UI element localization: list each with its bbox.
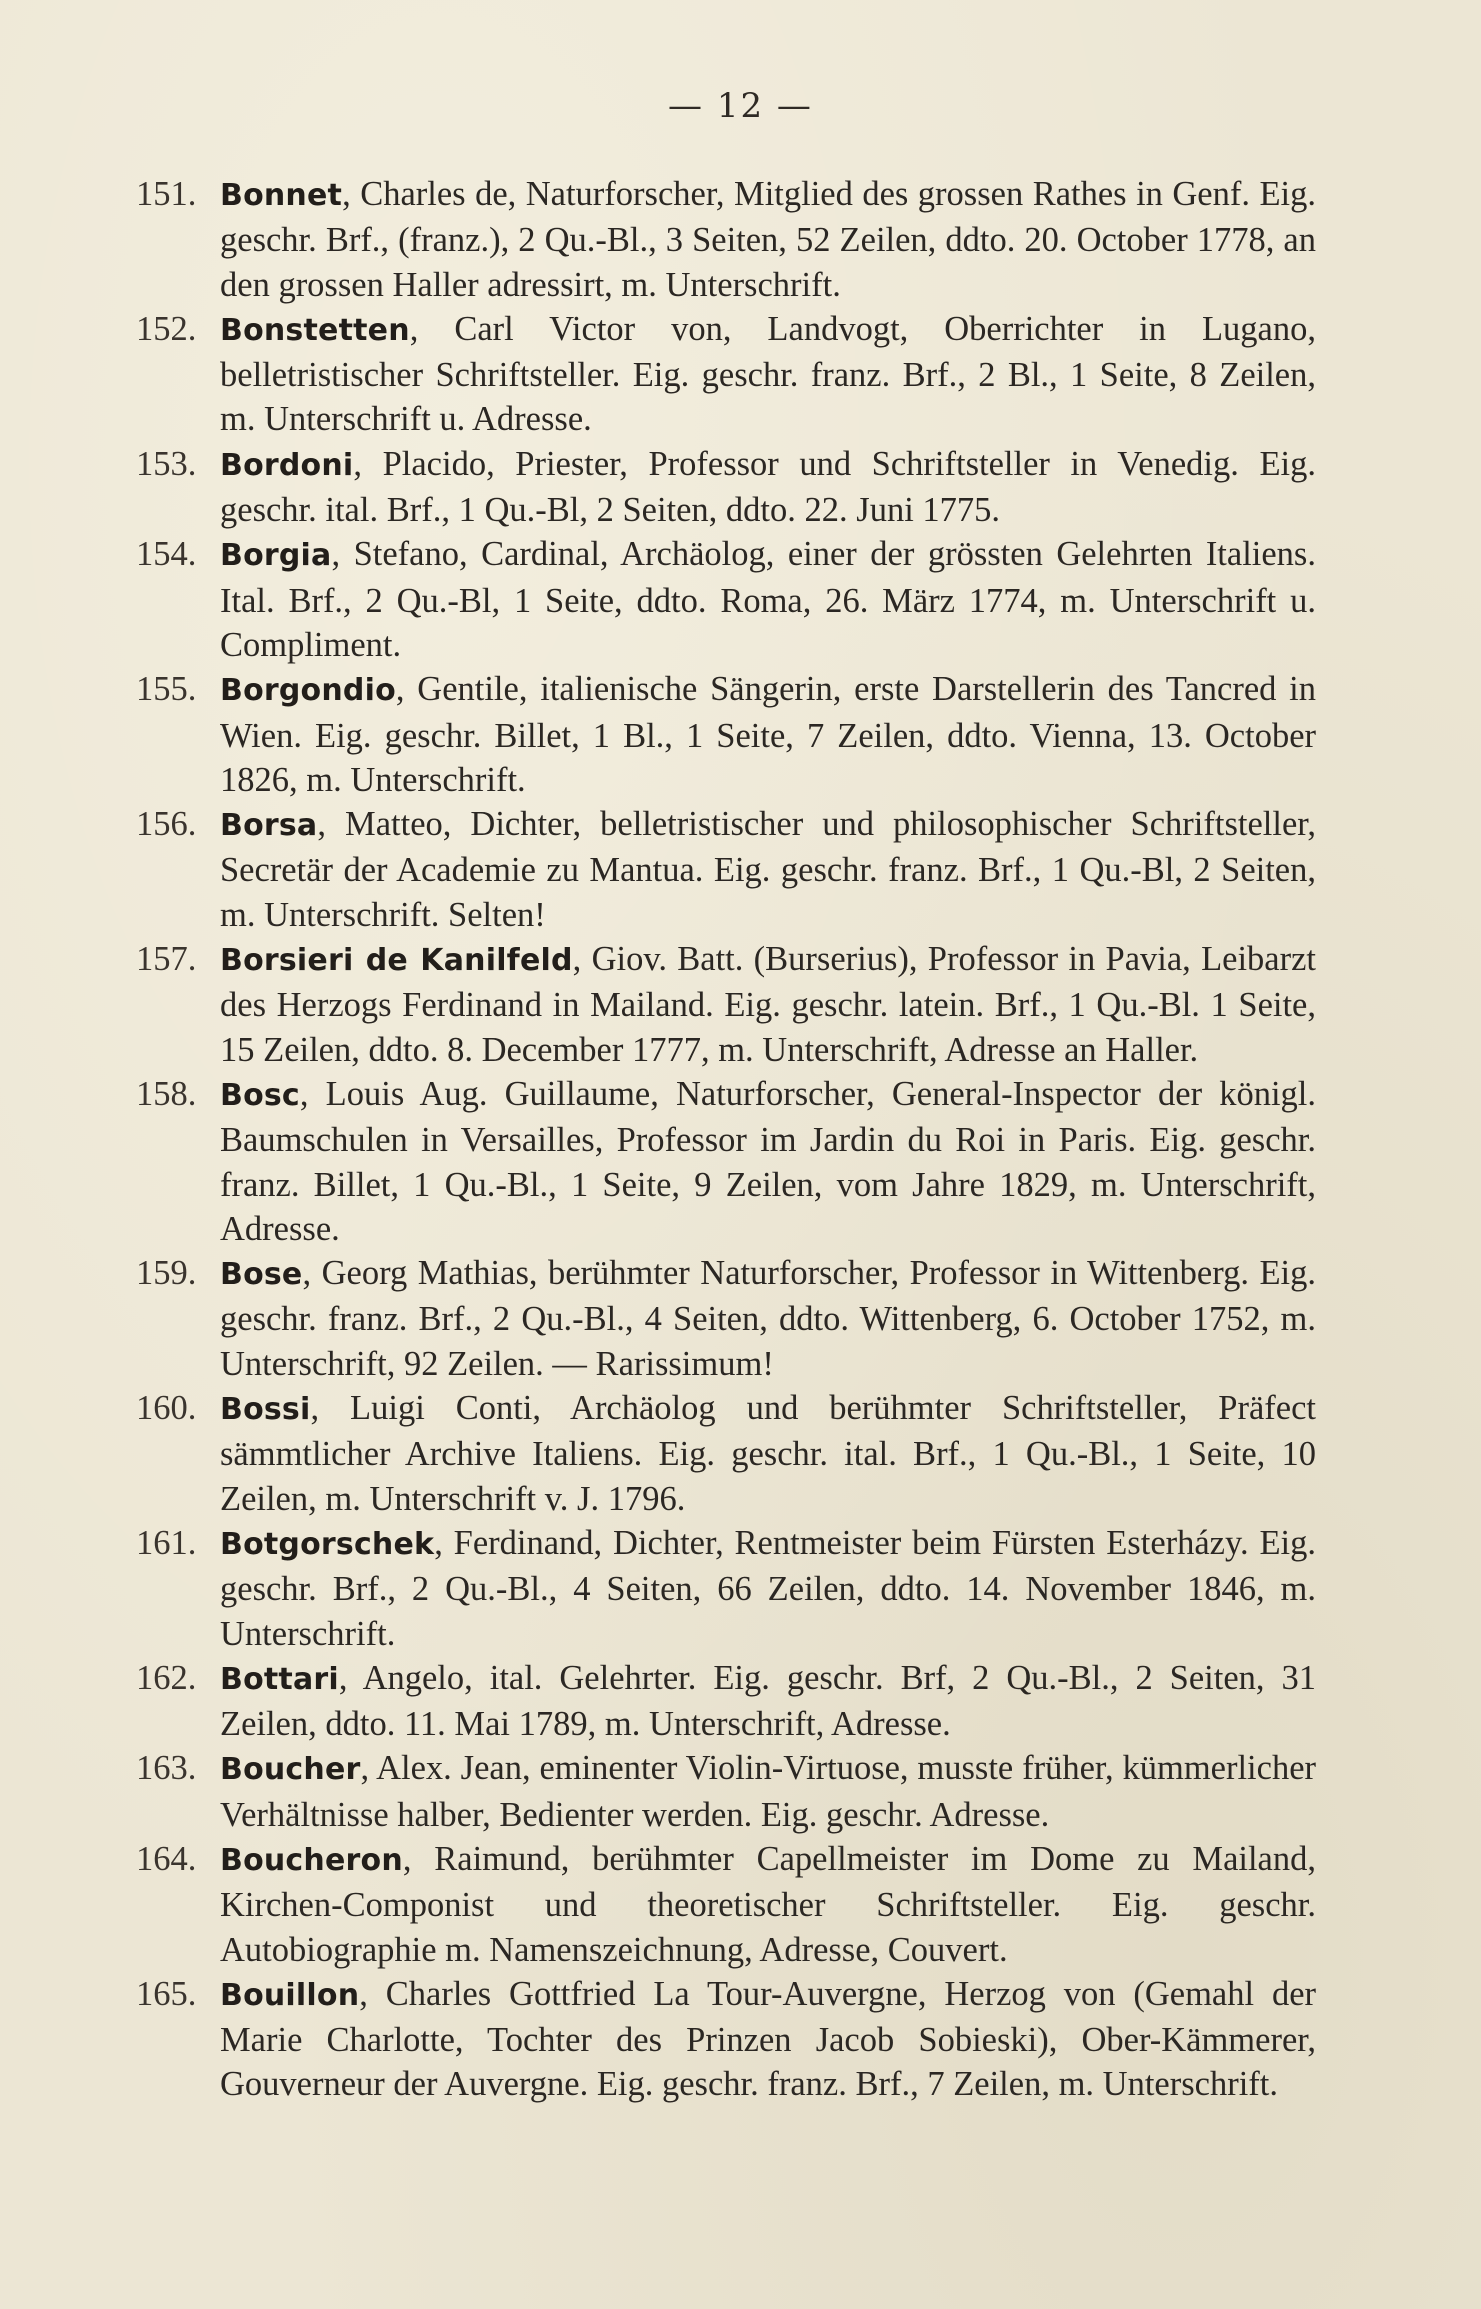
entry-name: Botgorschek bbox=[220, 1526, 435, 1562]
catalog-entry-164 bbox=[136, 1837, 1316, 1972]
entry-name: Bossi bbox=[220, 1392, 311, 1428]
catalog-entry-151 bbox=[136, 172, 1316, 307]
entry-name: Bosc bbox=[220, 1077, 300, 1113]
entry-number: 158. bbox=[136, 1074, 197, 1113]
catalog-entry-156 bbox=[136, 802, 1316, 937]
entry-number: 155. bbox=[136, 670, 197, 709]
entry-number: 163. bbox=[136, 1749, 197, 1788]
entry-text: , Charles de, Naturforscher, Mitglied des grossen Rathes in Genf. Eig. geschr. Brf., (franz.), 2 Qu.-Bl., 3 Seiten, 52 Zeilen, ddto. 20. October 1778, an den grossen Haller adressirt, m. Unterschrift. bbox=[220, 175, 1316, 304]
catalog-entry-153 bbox=[136, 442, 1316, 533]
catalog-entry-162 bbox=[136, 1656, 1316, 1747]
catalog-entry-161 bbox=[136, 1521, 1316, 1656]
entry-name: Borgia bbox=[220, 538, 332, 574]
catalog-entry-159 bbox=[136, 1251, 1316, 1386]
entry-number: 157. bbox=[136, 940, 197, 979]
entry-number: 159. bbox=[136, 1254, 197, 1293]
entry-number: 152. bbox=[136, 309, 197, 348]
entry-number: 161. bbox=[136, 1523, 197, 1562]
entry-name: Borsieri de Kanilfeld bbox=[220, 943, 573, 979]
entry-name: Borgondio bbox=[220, 673, 396, 709]
entry-name: Bouillon bbox=[220, 1977, 360, 2013]
entry-name: Bonstetten bbox=[220, 312, 410, 348]
catalog-entry-154 bbox=[136, 532, 1316, 667]
catalog-entry-157 bbox=[136, 937, 1316, 1072]
entry-number: 165. bbox=[136, 1974, 197, 2013]
entry-name: Boucher bbox=[220, 1752, 361, 1788]
catalog-entry-163 bbox=[136, 1746, 1316, 1837]
catalog-entry-158 bbox=[136, 1072, 1316, 1251]
entry-name: Bose bbox=[220, 1257, 303, 1293]
catalog-entry-155 bbox=[136, 667, 1316, 802]
entry-text: , Ferdinand, Dichter, Rentmeister beim Fürsten Esterházy. Eig. geschr. Brf., 2 Qu.-Bl., 4 Seiten, 66 Zeilen, ddto. 14. November 1846, m. Unterschrift. bbox=[220, 1523, 1316, 1653]
entry-text: , Alex. Jean, eminenter Violin-Virtuose, musste früher, kümmerlicher Verhältnisse halber, Bedienter werden. Eig. geschr. Adresse. bbox=[220, 1749, 1316, 1834]
entry-number: 164. bbox=[136, 1839, 197, 1878]
entry-text: , Stefano, Cardinal, Archäolog, einer der grössten Gelehrten Italiens. Ital. Brf., 2 Qu.-Bl, 1 Seite, ddto. Roma, 26. März 1774, m. Unterschrift u. Compliment. bbox=[220, 535, 1316, 664]
entry-number: 154. bbox=[136, 535, 197, 574]
catalog-entry-152 bbox=[136, 307, 1316, 442]
entry-text: , Georg Mathias, berühmter Naturforscher, Professor in Wittenberg. Eig. geschr. franz. Brf., 2 Qu.-Bl., 4 Seiten, ddto. Wittenberg, 6. October 1752, m. Unterschrift, 92 Zeilen. — Rarissimum! bbox=[220, 1254, 1316, 1383]
entry-text: , Louis Aug. Guillaume, Naturforscher, General-Inspector der königl. Baumschulen in Versailles, Professor im Jardin du Roi in Paris. Eig. geschr. franz. Billet, 1 Qu.-Bl., 1 Seite, 9 Zeilen, vom Jahre 1829, m. Unterschrift, Adresse. bbox=[220, 1074, 1316, 1248]
entry-name: Bordoni bbox=[220, 447, 354, 483]
entry-text: , Giov. Batt. (Burserius), Professor in Pavia, Leibarzt des Herzogs Ferdinand in Mailand. Eig. geschr. latein. Brf., 1 Qu.-Bl. 1 Seite, 15 Zeilen, ddto. 8. December 1777, m. Unterschrift, Adresse an Haller. bbox=[220, 940, 1316, 1069]
catalog-entry-160 bbox=[136, 1386, 1316, 1521]
entry-text: , Gentile, italienische Sängerin, erste Darstellerin des Tancred in Wien. Eig. geschr. Billet, 1 Bl., 1 Seite, 7 Zeilen, ddto. Vienna, 13. October 1826, m. Unterschrift. bbox=[220, 670, 1316, 799]
entry-text: , Raimund, berühmter Capellmeister im Dome zu Mailand, Kirchen-Componist und theoretischer Schriftsteller. Eig. geschr. Autobiographie m. Namenszeichnung, Adresse, Couvert. bbox=[220, 1839, 1316, 1969]
entry-name: Bottari bbox=[220, 1661, 339, 1697]
entry-number: 162. bbox=[136, 1658, 197, 1697]
entry-text: , Placido, Priester, Professor und Schriftsteller in Venedig. Eig. geschr. ital. Brf., 1 Qu.-Bl, 2 Seiten, ddto. 22. Juni 1775. bbox=[220, 444, 1316, 530]
entry-number: 156. bbox=[136, 805, 197, 844]
entry-name: Borsa bbox=[220, 808, 318, 844]
page-number: — 12 — bbox=[668, 86, 813, 126]
entry-list bbox=[136, 172, 1316, 2107]
entry-text: , Carl Victor von, Landvogt, Oberrichter in Lugano, belletristischer Schriftsteller. Eig. geschr. franz. Brf., 2 Bl., 1 Seite, 8 Zeilen, m. Unterschrift u. Adresse. bbox=[220, 309, 1316, 439]
entry-text: , Angelo, ital. Gelehrter. Eig. geschr. Brf, 2 Qu.-Bl., 2 Seiten, 31 Zeilen, ddto. 11. Mai 1789, m. Unterschrift, Adresse. bbox=[220, 1658, 1316, 1744]
entry-name: Bonnet bbox=[220, 178, 343, 213]
entry-number: 153. bbox=[136, 444, 197, 483]
entry-number: 160. bbox=[136, 1389, 197, 1428]
entry-text: , Luigi Conti, Archäolog und berühmter Schriftsteller, Präfect sämmtlicher Archive Italiens. Eig. geschr. ital. Brf., 1 Qu.-Bl., 1 Seite, 10 Zeilen, m. Unterschrift v. J. 1796. bbox=[220, 1389, 1316, 1518]
entry-number: 151. bbox=[136, 175, 197, 213]
entry-text: , Charles Gottfried La Tour-Auvergne, Herzog von (Gemahl der Marie Charlotte, Tochter des Prinzen Jacob Sobieski), Ober-Kämmerer, Gouverneur der Auvergne. Eig. geschr. franz. Brf., 7 Zeilen, m. Unterschrift. bbox=[220, 1974, 1316, 2104]
entry-name: Boucheron bbox=[220, 1842, 403, 1878]
entry-text: , Matteo, Dichter, belletristischer und philosophischer Schriftsteller, Secretär der Academie zu Mantua. Eig. geschr. franz. Brf., 1 Qu.-Bl, 2 Seiten, m. Unterschrift. Selten! bbox=[220, 805, 1316, 934]
catalog-entry-165 bbox=[136, 1972, 1316, 2107]
